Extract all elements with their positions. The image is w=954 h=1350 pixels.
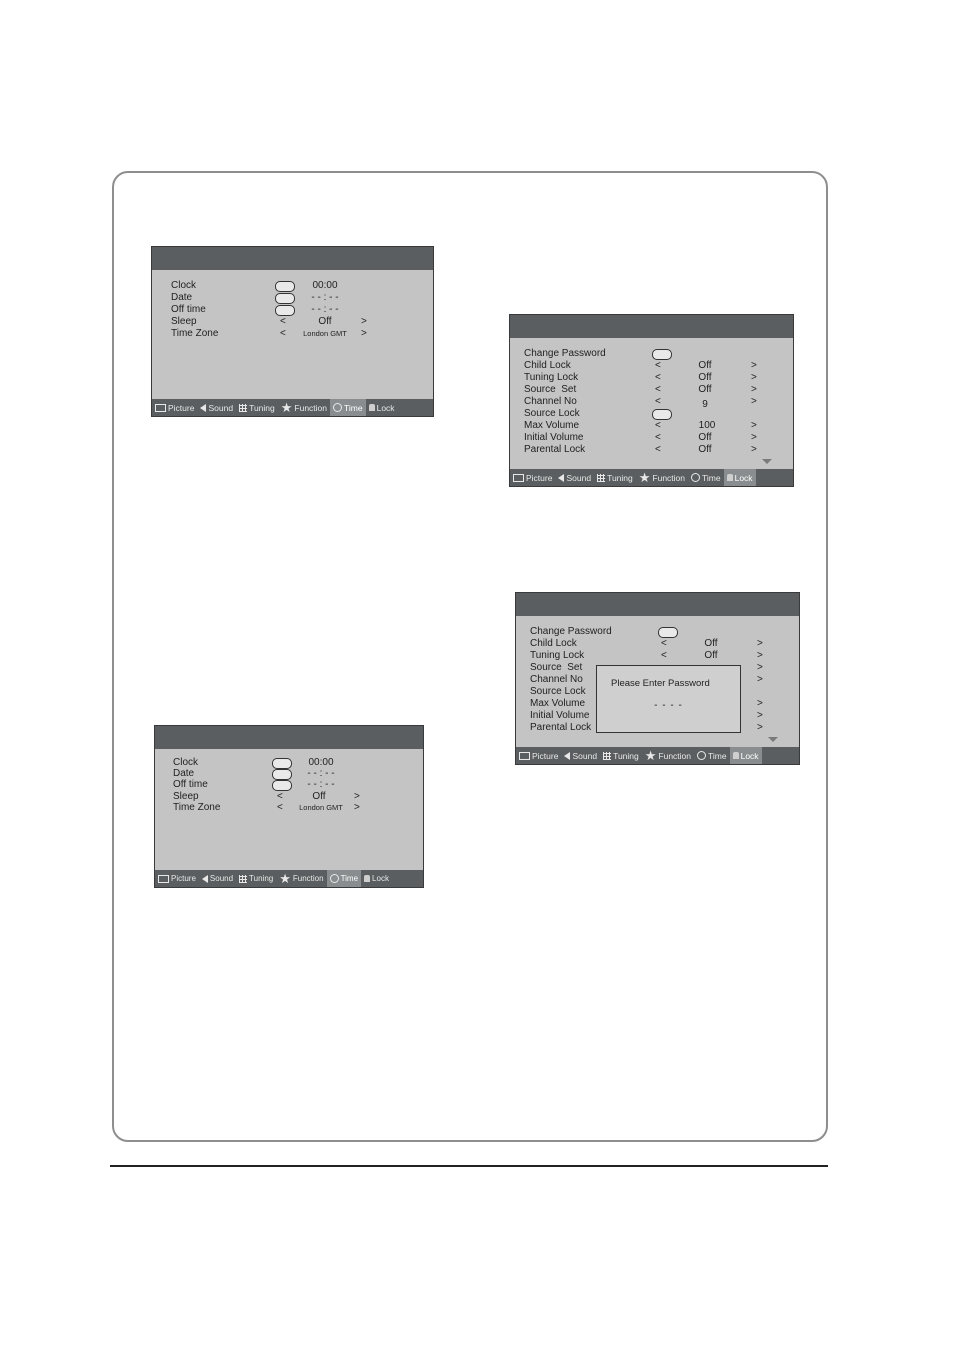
row-value: 9	[702, 399, 708, 410]
row-label: Max Volume	[524, 420, 580, 431]
right-arrow[interactable]: >	[354, 791, 360, 802]
right-arrow[interactable]: >	[757, 638, 763, 649]
picture-icon	[155, 404, 166, 412]
osd-body	[510, 338, 793, 469]
left-arrow[interactable]: <	[655, 360, 661, 371]
tab-label: Time	[708, 750, 727, 761]
value-field[interactable]	[275, 281, 295, 292]
tab-time[interactable]	[327, 870, 361, 887]
row-value: Off	[318, 316, 332, 327]
row-value: - - : - -	[311, 304, 339, 315]
sound-icon	[200, 404, 206, 412]
tab-label: Function	[658, 750, 692, 761]
osd-title-bar	[516, 593, 799, 616]
row-value: Off	[698, 432, 712, 443]
star-icon: ★	[280, 400, 293, 415]
right-arrow[interactable]: >	[751, 396, 757, 407]
scroll-down-icon[interactable]	[762, 459, 772, 464]
tab-lock[interactable]	[730, 747, 762, 764]
row-label: Change Password	[530, 626, 612, 637]
menu-row-child-lock[interactable]	[516, 638, 799, 650]
sound-icon	[202, 875, 208, 883]
row-label: Time Zone	[171, 328, 219, 339]
clock-icon	[691, 473, 700, 482]
password-input[interactable]: - - - -	[654, 700, 683, 711]
osd-title-bar	[155, 726, 423, 749]
left-arrow[interactable]: <	[655, 420, 661, 431]
tab-label: Function	[292, 874, 324, 883]
menu-row-change-password[interactable]	[510, 348, 793, 360]
row-label: Channel No	[524, 396, 577, 407]
tab-tuning[interactable]	[594, 469, 636, 486]
row-label: Parental Lock	[530, 722, 592, 733]
osd-body	[516, 616, 799, 747]
tab-sound[interactable]	[199, 870, 236, 887]
row-label: Parental Lock	[524, 444, 586, 455]
left-arrow[interactable]: <	[277, 802, 283, 813]
tab-time[interactable]	[694, 747, 730, 764]
tab-label: Function	[294, 402, 328, 413]
value-field[interactable]	[652, 409, 672, 420]
row-label: Child Lock	[524, 360, 571, 371]
right-arrow[interactable]: >	[751, 444, 757, 455]
tab-tuning[interactable]	[600, 747, 642, 764]
star-icon: ★	[638, 470, 651, 485]
menu-row-tuning-lock[interactable]	[510, 372, 793, 384]
osd-title-bar	[510, 315, 793, 338]
menu-row-time-zone[interactable]	[152, 328, 433, 340]
right-arrow[interactable]: >	[751, 420, 757, 431]
row-value: London GMT	[303, 329, 347, 338]
tab-label: Sound	[209, 874, 234, 883]
value-field[interactable]	[658, 627, 678, 638]
row-label: Source Set	[530, 662, 583, 673]
row-label: Channel No	[530, 674, 583, 685]
row-value: - - : - -	[311, 292, 339, 303]
row-value: Off	[704, 650, 718, 661]
tab-label: Picture	[532, 750, 559, 761]
tab-label: Tuning	[607, 472, 633, 483]
menu-row-parental-lock[interactable]	[510, 444, 793, 456]
tab-label: Lock	[376, 402, 395, 413]
row-label: Tuning Lock	[524, 372, 579, 383]
tab-label: Lock	[740, 750, 759, 761]
row-label: Clock	[171, 280, 197, 291]
menu-row-date[interactable]	[152, 292, 433, 304]
tuning-icon	[239, 875, 247, 883]
value-field[interactable]	[275, 293, 295, 304]
row-value: Off	[704, 638, 718, 649]
osd-body	[155, 749, 423, 870]
left-arrow[interactable]: <	[655, 444, 661, 455]
menu-row-off-time[interactable]	[152, 304, 433, 316]
row-label: Source Set	[524, 384, 577, 395]
row-label: Sleep	[173, 791, 199, 802]
picture-icon	[519, 752, 530, 760]
value-field[interactable]	[272, 780, 292, 791]
tab-label: Time	[340, 874, 359, 883]
tab-label: Lock	[372, 874, 389, 883]
left-arrow[interactable]: <	[655, 372, 661, 383]
tab-time[interactable]	[330, 399, 366, 416]
lock-icon	[364, 875, 370, 882]
lock-menu-screen	[509, 314, 794, 487]
row-label: Time Zone	[173, 802, 221, 813]
row-label: Date	[171, 292, 193, 303]
row-label: Off time	[171, 304, 206, 315]
tab-label: Time	[344, 402, 363, 413]
sound-icon	[558, 474, 564, 482]
tuning-icon	[603, 752, 611, 760]
password-dialog-title: Please Enter Password	[611, 678, 710, 689]
osd-body	[152, 270, 433, 399]
row-label: Child Lock	[530, 638, 577, 649]
right-arrow[interactable]: >	[757, 662, 763, 673]
row-value: Off	[698, 444, 712, 455]
row-value: 00:00	[312, 280, 338, 291]
right-arrow[interactable]: >	[354, 802, 360, 813]
password-dialog	[596, 665, 741, 733]
picture-icon	[158, 875, 169, 883]
tab-picture[interactable]	[152, 399, 197, 416]
left-arrow[interactable]: <	[277, 791, 283, 802]
left-arrow[interactable]: <	[655, 384, 661, 395]
tab-label: Sound	[572, 750, 598, 761]
picture-icon	[513, 474, 524, 482]
row-value: Off	[698, 360, 712, 371]
menu-row-initial-volume[interactable]	[510, 432, 793, 444]
right-arrow[interactable]: >	[361, 316, 367, 327]
tab-sound[interactable]	[561, 747, 600, 764]
osd-nav-bar	[516, 747, 799, 764]
menu-row-channel-no[interactable]	[510, 396, 793, 408]
menu-row-time-zone[interactable]	[155, 802, 423, 814]
menu-row-max-volume[interactable]	[510, 420, 793, 432]
tab-label: Sound	[208, 402, 234, 413]
lock-menu-password-screen	[515, 592, 800, 765]
time-menu-screen-1	[151, 246, 434, 417]
left-arrow[interactable]: <	[661, 650, 667, 661]
right-arrow[interactable]: >	[751, 372, 757, 383]
right-arrow[interactable]: >	[757, 698, 763, 709]
row-value: London GMT	[299, 803, 343, 812]
left-arrow[interactable]: <	[655, 432, 661, 443]
tab-label: Tuning	[249, 402, 275, 413]
lock-icon	[727, 474, 733, 481]
right-arrow[interactable]: >	[757, 650, 763, 661]
row-label: Max Volume	[530, 698, 586, 709]
tab-function[interactable]	[278, 399, 330, 416]
sound-icon	[564, 752, 570, 760]
tab-label: Function	[652, 472, 686, 483]
time-menu-screen-2	[154, 725, 424, 888]
row-label: Source Lock	[530, 686, 586, 697]
tab-function[interactable]	[642, 747, 694, 764]
row-label: Tuning Lock	[530, 650, 585, 661]
tab-label: Time	[702, 472, 721, 483]
menu-row-source-lock[interactable]	[510, 408, 793, 420]
star-icon: ★	[279, 871, 291, 886]
value-field[interactable]	[275, 305, 295, 316]
row-value: - - : - -	[307, 768, 335, 779]
tab-label: Sound	[566, 472, 592, 483]
tab-tuning[interactable]	[236, 870, 276, 887]
tab-sound[interactable]	[555, 469, 594, 486]
left-arrow[interactable]: <	[661, 638, 667, 649]
row-label: Clock	[173, 757, 199, 768]
menu-row-source-set[interactable]	[510, 384, 793, 396]
scroll-down-icon[interactable]	[768, 737, 778, 742]
row-value: Off	[698, 372, 712, 383]
row-label: Off time	[173, 779, 208, 790]
row-value: 100	[698, 420, 716, 431]
right-arrow[interactable]: >	[757, 674, 763, 685]
tab-lock[interactable]	[366, 399, 398, 416]
tuning-icon	[597, 474, 605, 482]
clock-icon	[333, 403, 342, 412]
row-label: Sleep	[171, 316, 197, 327]
value-field[interactable]	[652, 349, 672, 360]
tab-label: Tuning	[613, 750, 639, 761]
bottom-rule	[110, 1165, 828, 1167]
tab-sound[interactable]	[197, 399, 236, 416]
menu-row-child-lock[interactable]	[510, 360, 793, 372]
right-arrow[interactable]: >	[757, 710, 763, 721]
tab-picture[interactable]	[155, 870, 199, 887]
left-arrow[interactable]: <	[655, 396, 661, 407]
osd-nav-bar	[510, 469, 793, 486]
row-value: Off	[312, 791, 326, 802]
tab-function[interactable]	[636, 469, 688, 486]
tab-function[interactable]	[276, 870, 326, 887]
lock-icon	[733, 752, 739, 759]
right-arrow[interactable]: >	[751, 432, 757, 443]
osd-nav-bar	[152, 399, 433, 416]
tab-label: Lock	[734, 472, 753, 483]
lock-icon	[369, 404, 375, 411]
menu-row-off-time[interactable]	[155, 779, 423, 791]
row-value: Off	[698, 384, 712, 395]
row-label: Initial Volume	[524, 432, 584, 443]
tab-tuning[interactable]	[236, 399, 278, 416]
menu-row-sleep[interactable]	[152, 316, 433, 328]
menu-row-change-password[interactable]	[516, 626, 799, 638]
right-arrow[interactable]: >	[751, 360, 757, 371]
tab-label: Picture	[171, 874, 196, 883]
menu-row-clock[interactable]	[152, 280, 433, 292]
tab-label: Tuning	[249, 874, 274, 883]
tab-time[interactable]	[688, 469, 724, 486]
osd-title-bar	[152, 247, 433, 270]
left-arrow[interactable]: <	[280, 328, 286, 339]
clock-icon	[697, 751, 706, 760]
tab-lock[interactable]	[724, 469, 756, 486]
row-value: - - : - -	[307, 779, 335, 790]
clock-icon	[330, 874, 339, 883]
left-arrow[interactable]: <	[280, 316, 286, 327]
tab-label: Picture	[168, 402, 195, 413]
tab-picture[interactable]	[516, 747, 561, 764]
tab-lock[interactable]	[361, 870, 392, 887]
tuning-icon	[239, 404, 247, 412]
row-label: Date	[173, 768, 195, 779]
right-arrow[interactable]: >	[757, 722, 763, 733]
star-icon: ★	[644, 748, 657, 763]
row-label: Source Lock	[524, 408, 580, 419]
tab-picture[interactable]	[510, 469, 555, 486]
row-label: Change Password	[524, 348, 606, 359]
row-value: 00:00	[308, 757, 334, 768]
tab-label: Picture	[526, 472, 553, 483]
right-arrow[interactable]: >	[361, 328, 367, 339]
right-arrow[interactable]: >	[751, 384, 757, 395]
menu-row-tuning-lock[interactable]	[516, 650, 799, 662]
osd-nav-bar	[155, 870, 423, 887]
row-label: Initial Volume	[530, 710, 590, 721]
